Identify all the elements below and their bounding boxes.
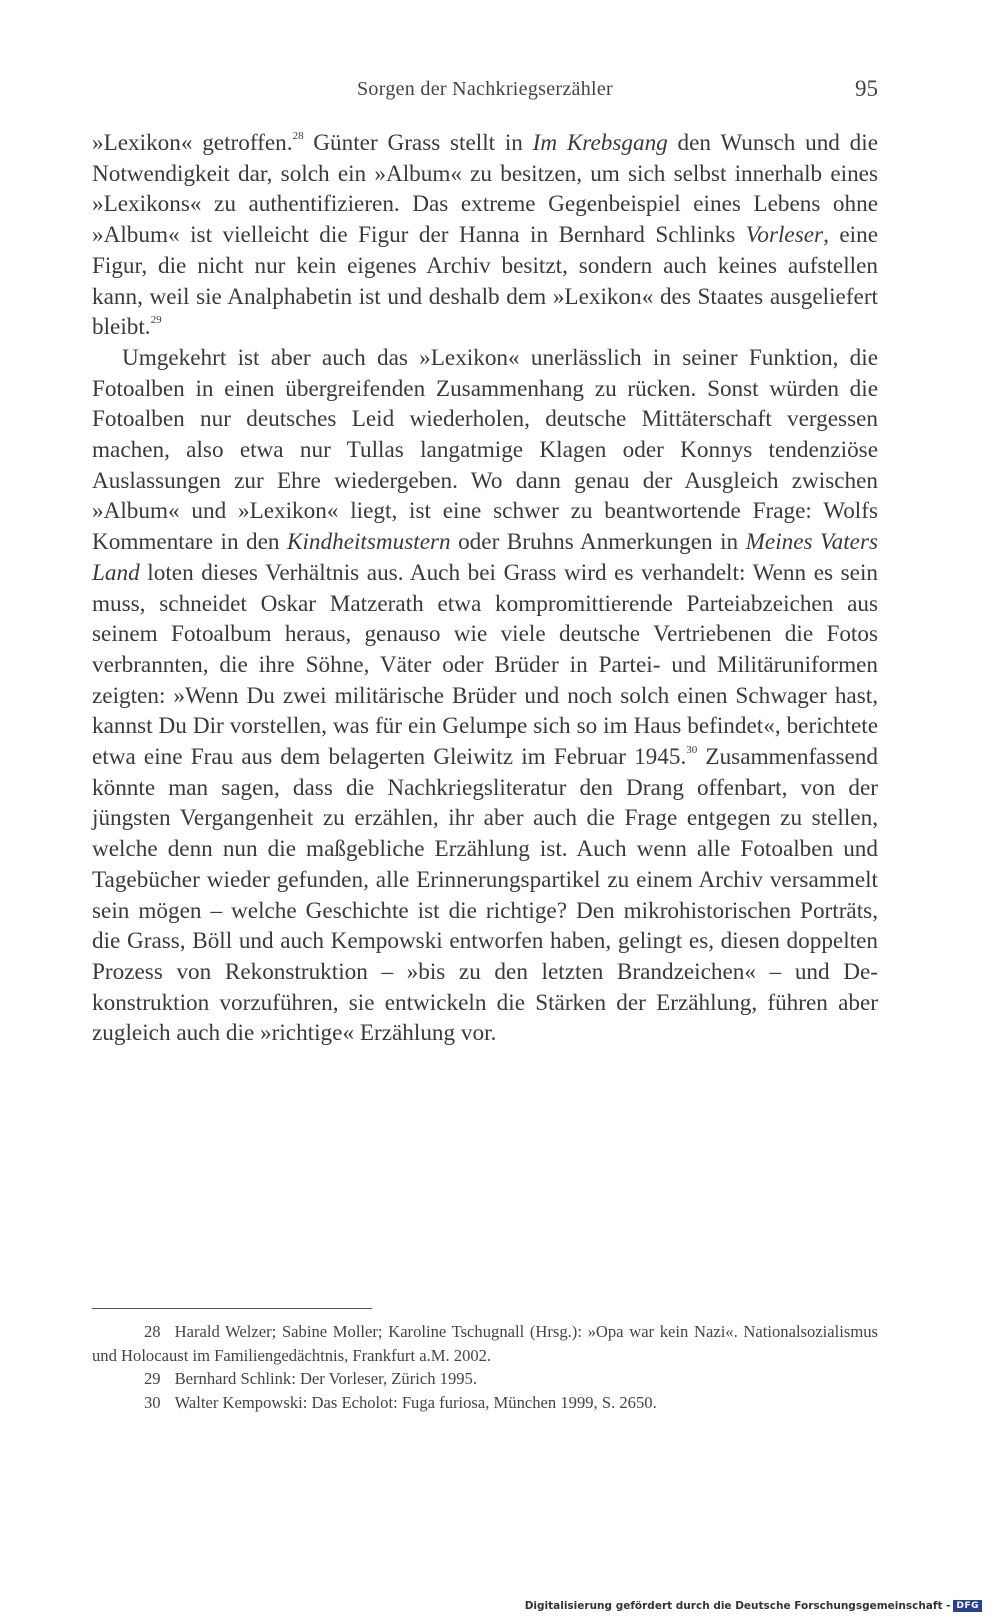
footnote-ref-29[interactable]: 29 [150,314,162,327]
footnote-28 [92,1320,878,1367]
book-title: Im Krebsgang [532,130,668,156]
running-head [92,78,878,108]
footnote-text: Bernhard Schlink: Der Vorleser, Zürich 1995. [174,1369,478,1388]
page-number: 95 [855,76,878,101]
footnote-ref-30[interactable]: 30 [686,744,698,757]
funding-text: Digitalisierung gefördert durch die Deutsche Forschungsgemeinschaft - [524,1600,951,1612]
main-text [92,128,878,1049]
book-title: Vorleser [745,222,824,249]
running-title: Sorgen der Nachkriegserzähler [357,78,613,100]
book-title: Meines Vaters Land [92,529,878,586]
dfg-logo-icon: DFG [953,1600,982,1612]
text-run: Umgekehrt ist aber auch das »Lexikon« unerlässlich in seiner Funktion, die Fotoalben in einen übergreifenden Zusammenhang zu rücken. Sonst würden die Fotoalben nur deutsches Leid wiederholen, deutsche Mittäterschaft vergessen machen, also etwa nur Tullas langatmige Klagen oder Konnys tendenziöse Auslassungen zur Ehre wiedergeben. Wo dann genau der Ausgleich zwischen »Album« und »Lexikon« liegt, ist eine schwer zu beantwortende Frage: Wolfs Kommentare in den [92,344,878,556]
footnote-number: 28 [144,1322,161,1341]
footnotes [92,1320,878,1414]
footnote-number: 29 [144,1369,161,1388]
text-run: Zusammenfassend könnte man sagen, dass die Nachkriegsliteratur den Drang offenbart, von der jüngsten Vergangenheit zu erzählen, ihr aber auch die Frage entgegen zu stellen, welche denn nun die maßgebliche Erzählung ist. Auch wenn alle Fotoalben und Tagebücher wieder gefunden, alle Erinnerungspartikel zu einem Archiv versammelt sein mögen – welche Geschichte ist die richtige? Den mikrohistorischen Porträts, die Grass, Böll und auch Kempowski entworfen haben, gelingt es, diesen doppelten Prozess von Rekonstruktion – »bis zu den letzten Brandzeichen« – und Dekonstruktion vorzuführen, sie entwickeln die Stärken der Erzählung, führen aber zugleich auch die »richtige« Erzählung vor. [92,744,878,1047]
text-run: Günter Grass stellt in [303,130,533,156]
paragraph-1 [92,128,878,343]
footnote-30 [92,1391,878,1415]
text-run: den Wunsch und die Notwendigkeit dar, solch ein »Album« zu besitzen, um sich selbst innerhalb eines »Lexikons« zu authentifizieren. Das extreme Gegenbeispiel eines Lebens ohne »Album« ist vielleicht die Figur der Hanna in Bernhard Schlinks [92,130,878,249]
footnote-separator [92,1308,372,1309]
text-run: loten dieses Verhältnis aus. Auch bei Grass wird es verhandelt: Wenn es sein muss, schneidet Oskar Matzerath etwa kompromittierende Parteiabzeichen aus seinem Fotoalbum heraus, genauso wie viele deutsche Vertriebenen die Fotos verbrannten, die ihre Söhne, Väter oder Brüder in Partei- und Militäruniformen zeigten: »Wenn Du zwei militärische Brüder und noch solch einen Schwager hast, kannst Du Dir vorstellen, was für ein Gelumpe sich so im Haus befindet«, berichtete etwa eine Frau aus dem belagerten Gleiwitz im Februar 1945. [92,559,878,771]
text-run: , eine Figur, die nicht nur kein eigenes Archiv besitzt, sondern auch keines aufstellen kann, weil sie Analphabetin ist und deshalb dem »Lexikon« des Staates ausgeliefert bleibt. [92,222,878,341]
paragraph-2 [92,343,878,1049]
footnote-text: Harald Welzer; Sabine Moller; Karoline Tschugnall (Hrsg.): »Opa war kein Nazi«. Nationalsozialismus und Holocaust im Familiengedächtnis, Frankfurt a.M. 2002. [92,1322,878,1365]
text-run: oder Bruhns Anmerkungen in [450,529,746,556]
footnote-number: 30 [144,1392,161,1412]
book-title: Kindheitsmustern [287,529,451,556]
footnote-ref-28[interactable]: 28 [292,130,304,143]
footnote-text: Walter Kempowski: Das Echolot: Fuga furiosa, München 1999, S. 2650. [174,1392,657,1412]
funding-note [525,1600,982,1612]
text-run: »Lexikon« getroffen. [92,130,293,156]
footnote-29 [92,1367,878,1391]
